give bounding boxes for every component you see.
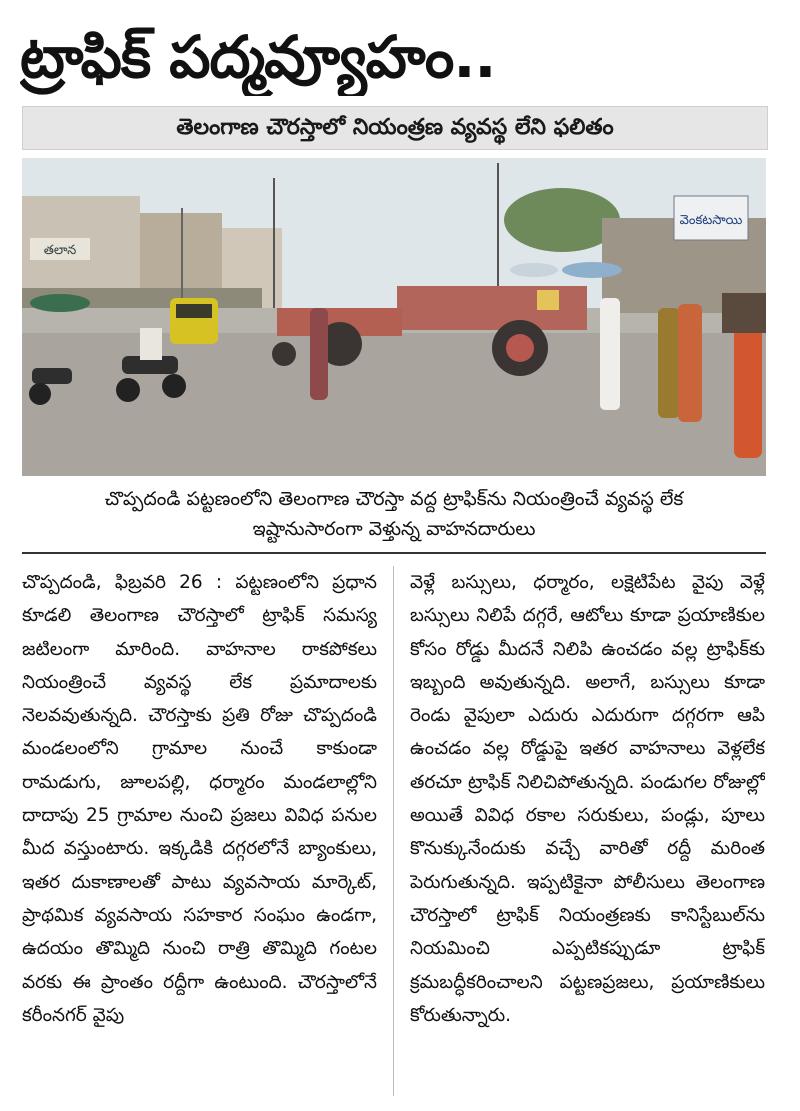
news-photo [22,158,766,476]
subheadline: తెలంగాణ చౌరస్తాలో నియంత్రణ వ్యవస్థ లేని ఫలితం [176,115,614,140]
pedestrian [600,298,620,410]
article-column-right [410,566,765,1098]
article-text-left: చొప్పదండి, ఫిబ్రవరి 26 : పట్టణంలోని ప్రధాన కూడలి తెలంగాణ చౌరస్తాలో ట్రాఫిక్ సమస్య జటిలంగా మారింది. వాహనాల రాకపోకలు నియంత్రించే వ్యవస్థ లేక ప్రమాదాలకు నెలవవుతున్నది. చౌరస్తాకు ప్రతి రోజు చొప్పదండి మండలంలోని గ్రామాల నుంచే కాకుండా రామడుగు, జూలపల్లి, ధర్మారం మండలాల్లోని దాదాపు 25 గ్రామాల నుంచి ప్రజలు వివిధ పనుల మీద వస్తుంటారు. ఇక్కడికి దగ్గరలోనే బ్యాంకులు, ఇతర దుకాణాలతో పాటు వ్యవసాయ మార్కెట్, ప్రాథమిక వ్యవసాయ సహకార సంఘం ఉండగా, ఉదయం తొమ్మిది నుంచి రాత్రి తొమ్మిది గంటల వరకు ఈ ప్రాంతం రద్దీగా ఉంటుంది. చౌరస్తాలోనే కరీంనగర్ వైపు [22,572,377,1026]
caption-line-1: చొప్పదండి పట్టణంలోని తెలంగాణ చౌరస్తా వద్ద ట్రాఫిక్‌ను నియంత్రించే వ్యవస్థ లేక [104,488,684,510]
article-text-right: వెళ్లే బస్సులు, ధర్మారం, లక్షెటిపేట వైపు వెళ్లే బస్సులు నిలిపే దగ్గరే, ఆటోలు కూడా ప్రయాణికుల కోసం రోడ్డు మీదనే నిలిపి ఉంచడం వల్ల ట్రాఫిక్‌కు ఇబ్బంది అవుతున్నది. అలాగే, బస్సులు కూడా రెండు వైపులా ఎదురు ఎదురుగా దగ్గరగా ఆపి ఉంచడం వల్ల రోడ్డుపై ఇతర వాహనాలు వెళ్లలేక తరచూ ట్రాఫిక్ నిలిచిపోతున్నది. పండుగల రోజుల్లో అయితే వివిధ రకాల సరుకులు, పండ్లు, పూలు కొనుక్కునేందుకు వచ్చే వారితో రద్దీ మరింత పెరుగుతున్నది. ఇప్పటికైనా పోలీసులు తెలంగాణ చౌరస్తాలో ట్రాఫిక్ నియంత్రణకు కానిస్టేబుల్‌ను నియమించి ఎప్పటికప్పుడూ ట్రాఫిక్ క్రమబద్ధీకరించాలని పట్టణప్రజలు, ప్రయాణికులు కోరుతున్నారు. [410,572,765,1026]
article-column-left [22,566,377,1098]
shop-sign-left-text: తలాన [43,243,77,258]
caption-line-2: ఇష్టానుసారంగా వెళ్తున్న వాహనదారులు [252,518,536,540]
photo-caption [22,484,766,546]
headline: ట్రాఫిక్ పద్మవ్యూహం.. [20,23,496,91]
pedestrian [310,308,328,400]
caption-divider [22,552,766,554]
column-divider [393,566,394,1096]
shop-sign-right-text: వెంకటసాయి [679,213,743,228]
pedestrian [734,318,762,458]
street-scene-image [22,158,766,476]
subheadline-bar [22,106,768,150]
